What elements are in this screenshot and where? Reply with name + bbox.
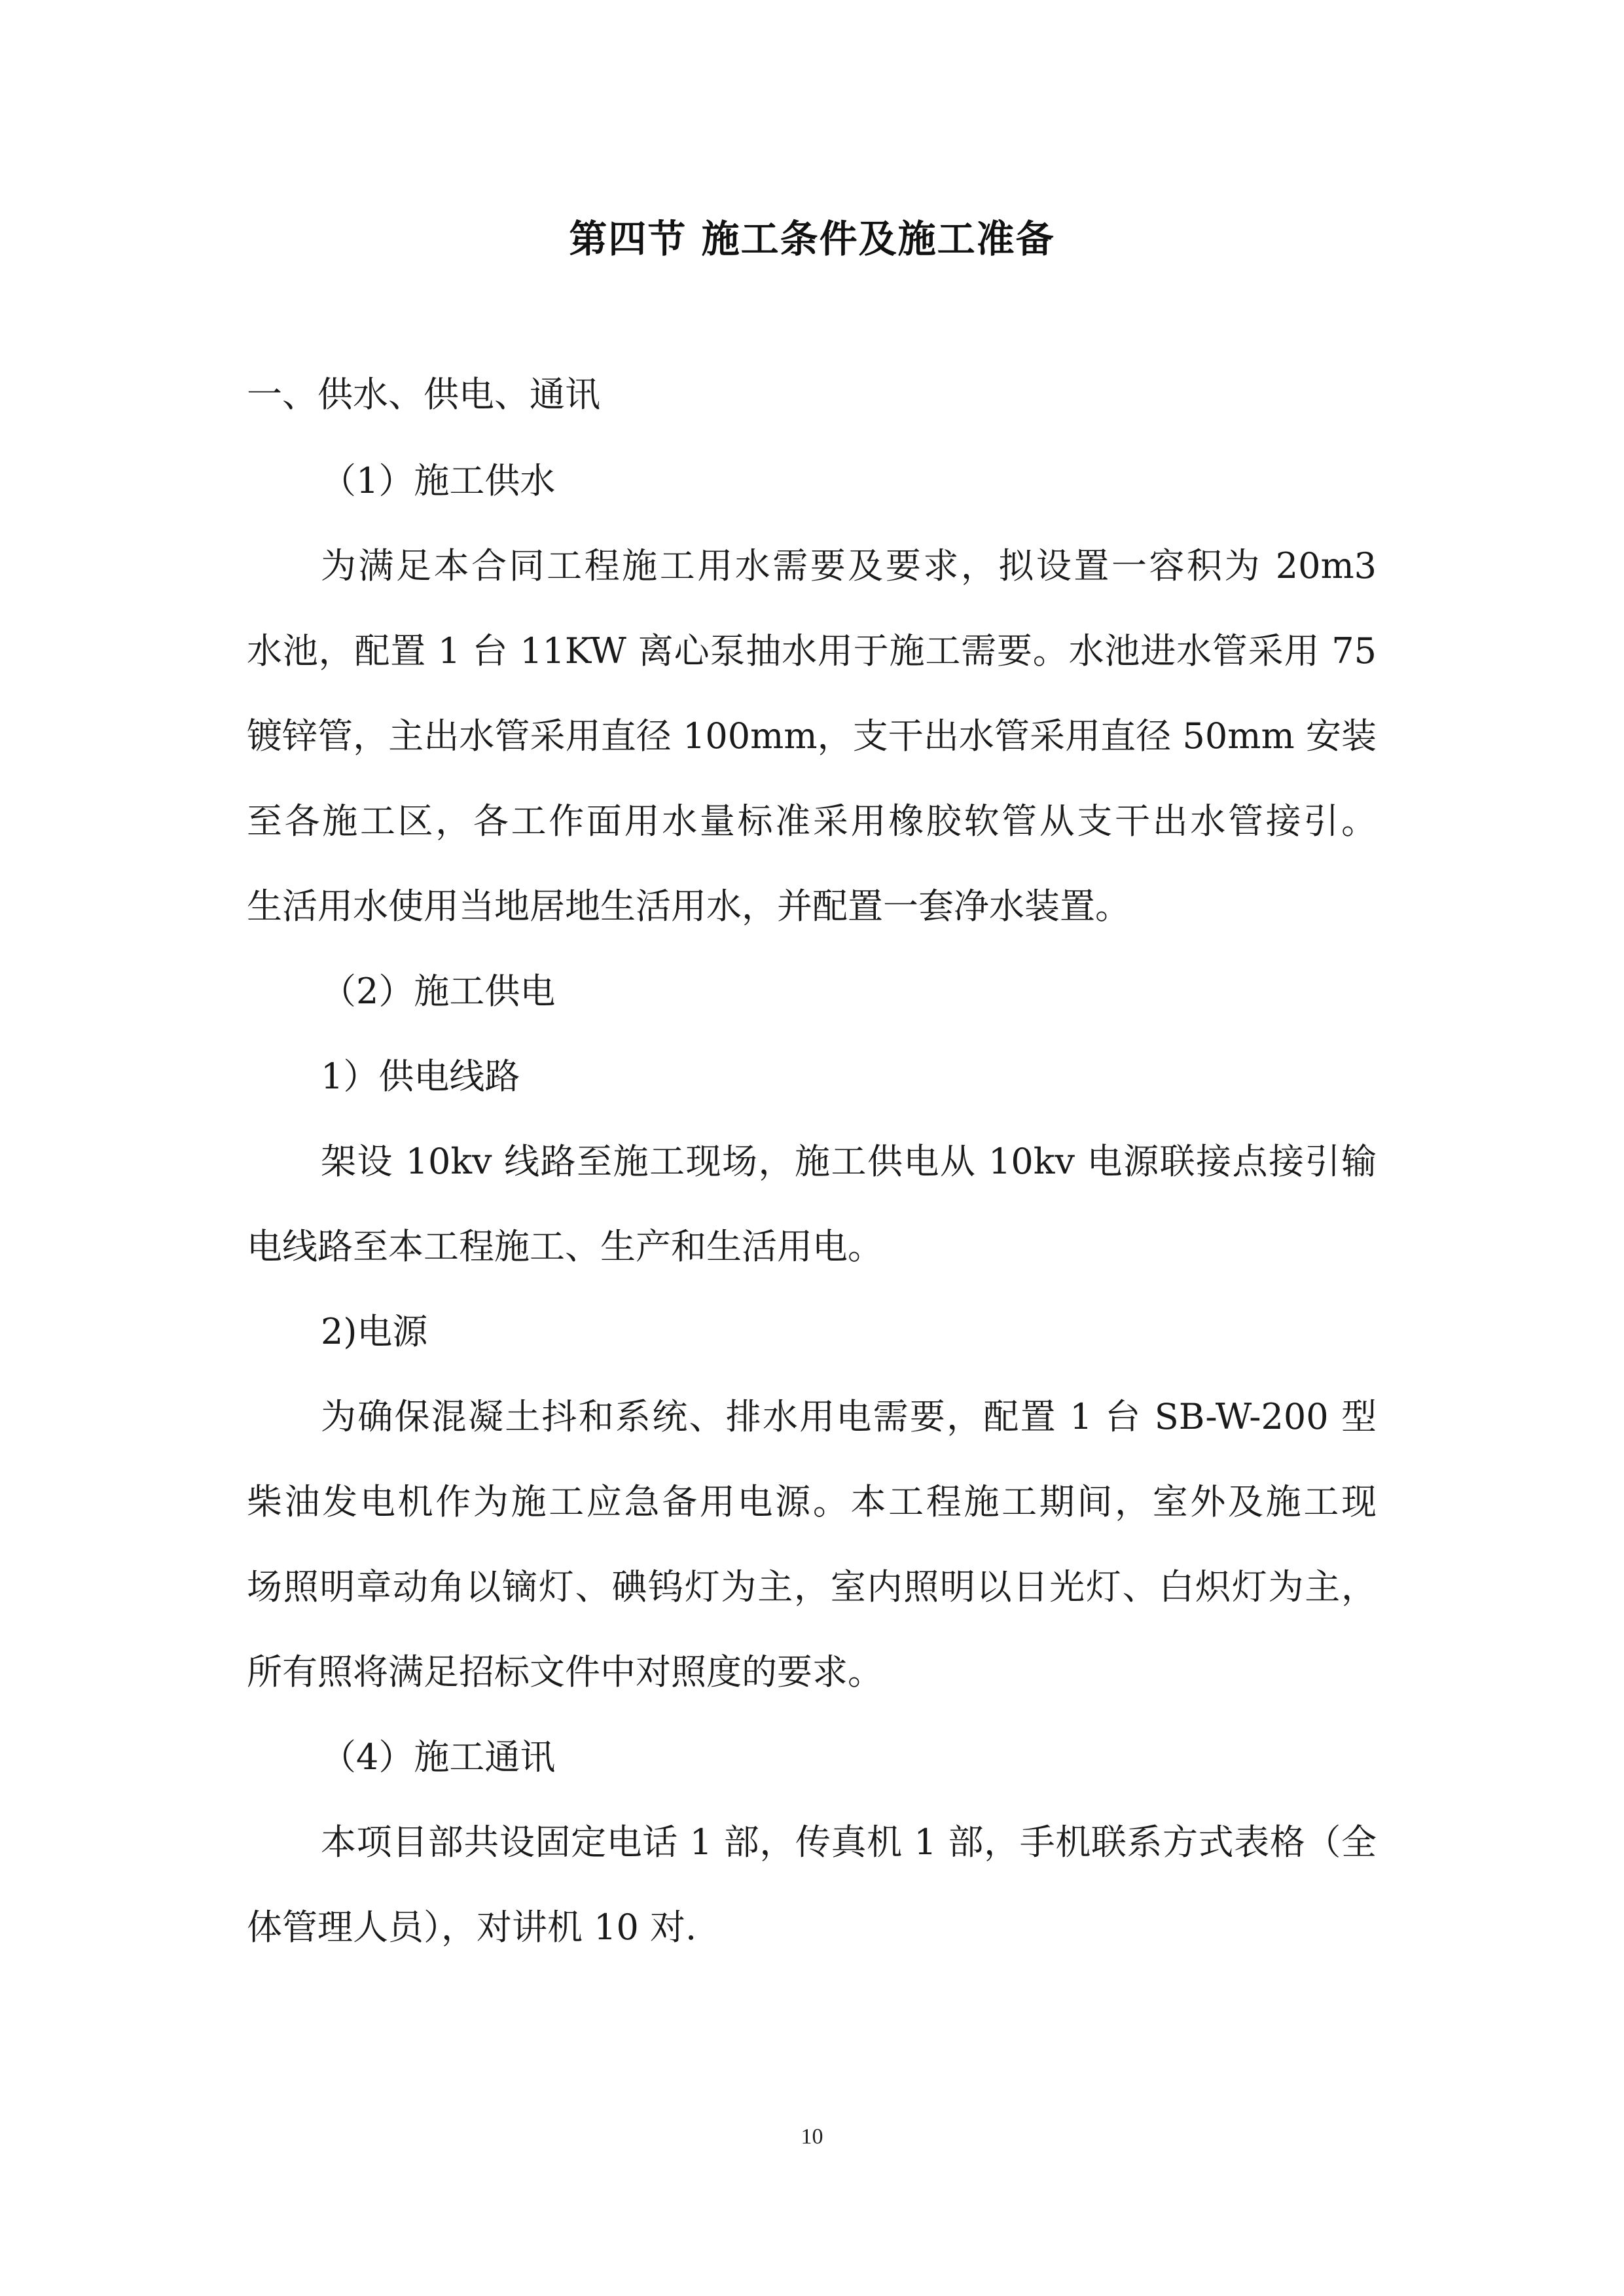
section-heading: 一、供水、供电、通讯 [247,374,600,415]
paragraph-line: 体管理人员），对讲机 10 对. [247,1907,697,1948]
paragraph-line: 至各施工区，各工作面用水量标准采用橡胶软管从支干出水管接引。 [247,800,1377,842]
paragraph-line: 所有照将满足招标文件中对照度的要求。 [247,1651,883,1693]
subsection-heading-communication: （4）施工通讯 [321,1736,556,1778]
item-heading-power-source: 2)电源 [321,1311,428,1352]
item-heading-power-line: 1）供电线路 [321,1056,520,1097]
paragraph-line: 生活用水使用当地居地生活用水，并配置一套净水装置。 [247,886,1130,927]
page-title: 第四节 施工条件及施工准备 [569,217,1055,261]
paragraph-line: 水池，配置 1 台 11KW 离心泵抽水用于施工需要。水池进水管采用 75 [247,630,1377,672]
paragraph-line: 架设 10kv 线路至施工现场，施工供电从 10kv 电源联接点接引输 [321,1141,1377,1182]
paragraph-line: 本项目部共设固定电话 1 部，传真机 1 部，手机联系方式表格（全 [321,1821,1377,1863]
paragraph-line: 柴油发电机作为施工应急备用电源。本工程施工期间，室外及施工现 [247,1481,1377,1522]
subsection-heading-power: （2）施工供电 [321,971,556,1012]
paragraph-line: 电线路至本工程施工、生产和生活用电。 [247,1226,883,1267]
paragraph-line: 镀锌管，主出水管采用直径 100mm，支干出水管采用直径 50mm 安装 [247,715,1377,757]
paragraph-line: 为满足本合同工程施工用水需要及要求，拟设置一容积为 20m3 [321,545,1377,586]
paragraph-line: 为确保混凝土抖和系统、排水用电需要，配置 1 台 SB-W-200 型 [321,1396,1377,1437]
page-number: 10 [801,2125,823,2149]
paragraph-line: 场照明章动角以镝灯、碘钨灯为主，室内照明以日光灯、白炽灯为主， [247,1566,1377,1607]
subsection-heading-water: （1）施工供水 [321,460,556,501]
